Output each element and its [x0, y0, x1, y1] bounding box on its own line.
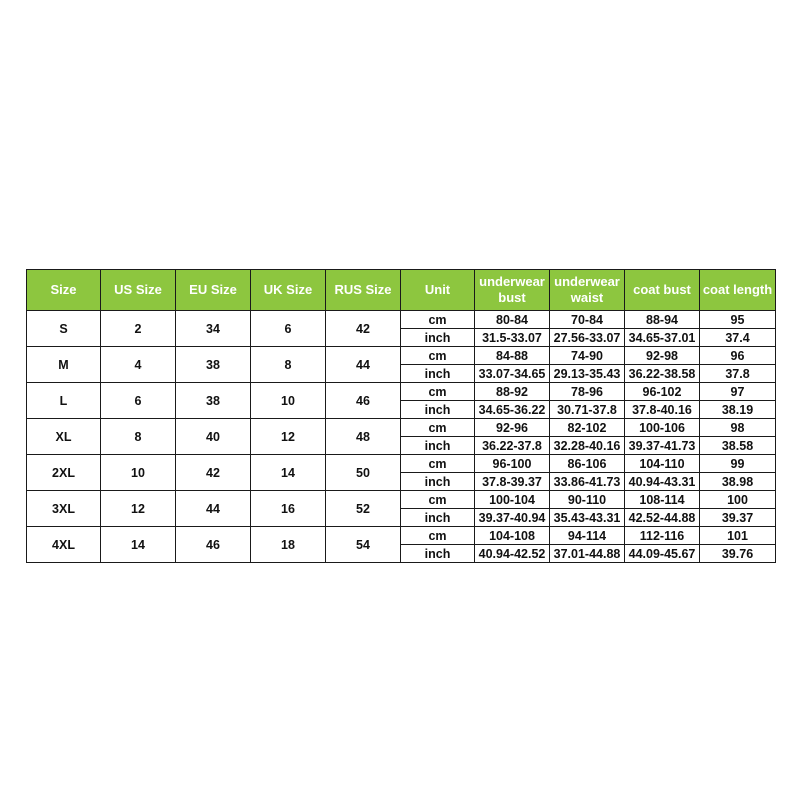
coat-length-cell: 37.4: [700, 329, 776, 347]
size-cell: 2XL: [27, 455, 101, 491]
underwear-waist-cell: 74-90: [550, 347, 625, 365]
uk-size-cell: 6: [251, 311, 326, 347]
underwear-waist-cell: 86-106: [550, 455, 625, 473]
us-size-cell: 10: [101, 455, 176, 491]
unit-cell: inch: [401, 509, 475, 527]
unit-cell: inch: [401, 545, 475, 563]
rus-size-cell: 54: [326, 527, 401, 563]
size-cell: S: [27, 311, 101, 347]
unit-cell: cm: [401, 383, 475, 401]
header-size: Size: [27, 270, 101, 311]
rus-size-cell: 52: [326, 491, 401, 527]
unit-cell: cm: [401, 419, 475, 437]
underwear-bust-cell: 37.8-39.37: [475, 473, 550, 491]
eu-size-cell: 38: [176, 347, 251, 383]
rus-size-cell: 44: [326, 347, 401, 383]
us-size-cell: 8: [101, 419, 176, 455]
coat-length-cell: 97: [700, 383, 776, 401]
size-row-cm: [27, 311, 776, 329]
coat-bust-cell: 104-110: [625, 455, 700, 473]
us-size-cell: 14: [101, 527, 176, 563]
size-row-cm: [27, 527, 776, 545]
size-cell: 4XL: [27, 527, 101, 563]
eu-size-cell: 46: [176, 527, 251, 563]
uk-size-cell: 8: [251, 347, 326, 383]
coat-length-cell: 39.37: [700, 509, 776, 527]
size-row-cm: [27, 347, 776, 365]
coat-bust-cell: 108-114: [625, 491, 700, 509]
eu-size-cell: 40: [176, 419, 251, 455]
header-row: [27, 270, 776, 311]
unit-cell: inch: [401, 437, 475, 455]
coat-length-cell: 95: [700, 311, 776, 329]
coat-length-cell: 99: [700, 455, 776, 473]
coat-length-cell: 37.8: [700, 365, 776, 383]
underwear-bust-cell: 39.37-40.94: [475, 509, 550, 527]
size-cell: M: [27, 347, 101, 383]
header-eu-size: EU Size: [176, 270, 251, 311]
coat-length-cell: 98: [700, 419, 776, 437]
coat-length-cell: 38.19: [700, 401, 776, 419]
unit-cell: inch: [401, 329, 475, 347]
us-size-cell: 6: [101, 383, 176, 419]
underwear-bust-cell: 40.94-42.52: [475, 545, 550, 563]
uk-size-cell: 12: [251, 419, 326, 455]
header-uk-size: UK Size: [251, 270, 326, 311]
underwear-waist-cell: 37.01-44.88: [550, 545, 625, 563]
unit-cell: cm: [401, 527, 475, 545]
size-row-cm: [27, 491, 776, 509]
size-cell: 3XL: [27, 491, 101, 527]
eu-size-cell: 34: [176, 311, 251, 347]
size-cell: L: [27, 383, 101, 419]
underwear-waist-cell: 70-84: [550, 311, 625, 329]
us-size-cell: 4: [101, 347, 176, 383]
coat-bust-cell: 40.94-43.31: [625, 473, 700, 491]
underwear-bust-cell: 100-104: [475, 491, 550, 509]
coat-length-cell: 38.58: [700, 437, 776, 455]
us-size-cell: 12: [101, 491, 176, 527]
coat-length-cell: 39.76: [700, 545, 776, 563]
unit-cell: inch: [401, 473, 475, 491]
rus-size-cell: 42: [326, 311, 401, 347]
header-underwear-waist: underwear waist: [550, 270, 625, 311]
coat-length-cell: 96: [700, 347, 776, 365]
underwear-waist-cell: 32.28-40.16: [550, 437, 625, 455]
header-unit: Unit: [401, 270, 475, 311]
unit-cell: cm: [401, 347, 475, 365]
header-us-size: US Size: [101, 270, 176, 311]
unit-cell: cm: [401, 311, 475, 329]
unit-cell: inch: [401, 365, 475, 383]
rus-size-cell: 50: [326, 455, 401, 491]
underwear-bust-cell: 31.5-33.07: [475, 329, 550, 347]
underwear-waist-cell: 94-114: [550, 527, 625, 545]
eu-size-cell: 44: [176, 491, 251, 527]
coat-bust-cell: 39.37-41.73: [625, 437, 700, 455]
uk-size-cell: 14: [251, 455, 326, 491]
coat-bust-cell: 100-106: [625, 419, 700, 437]
underwear-waist-cell: 29.13-35.43: [550, 365, 625, 383]
underwear-waist-cell: 82-102: [550, 419, 625, 437]
underwear-waist-cell: 33.86-41.73: [550, 473, 625, 491]
underwear-bust-cell: 92-96: [475, 419, 550, 437]
uk-size-cell: 10: [251, 383, 326, 419]
unit-cell: cm: [401, 455, 475, 473]
header-coat-bust: coat bust: [625, 270, 700, 311]
size-cell: XL: [27, 419, 101, 455]
eu-size-cell: 42: [176, 455, 251, 491]
underwear-waist-cell: 27.56-33.07: [550, 329, 625, 347]
size-row-cm: [27, 455, 776, 473]
table-body: [27, 311, 776, 563]
unit-cell: inch: [401, 401, 475, 419]
uk-size-cell: 18: [251, 527, 326, 563]
underwear-bust-cell: 84-88: [475, 347, 550, 365]
us-size-cell: 2: [101, 311, 176, 347]
coat-bust-cell: 112-116: [625, 527, 700, 545]
coat-bust-cell: 96-102: [625, 383, 700, 401]
underwear-bust-cell: 96-100: [475, 455, 550, 473]
underwear-bust-cell: 33.07-34.65: [475, 365, 550, 383]
uk-size-cell: 16: [251, 491, 326, 527]
underwear-waist-cell: 35.43-43.31: [550, 509, 625, 527]
underwear-waist-cell: 30.71-37.8: [550, 401, 625, 419]
header-rus-size: RUS Size: [326, 270, 401, 311]
header-coat-length: coat length: [700, 270, 776, 311]
coat-bust-cell: 42.52-44.88: [625, 509, 700, 527]
coat-bust-cell: 34.65-37.01: [625, 329, 700, 347]
underwear-bust-cell: 88-92: [475, 383, 550, 401]
coat-length-cell: 38.98: [700, 473, 776, 491]
underwear-bust-cell: 80-84: [475, 311, 550, 329]
size-row-cm: [27, 383, 776, 401]
size-chart-table: [26, 269, 776, 563]
coat-bust-cell: 36.22-38.58: [625, 365, 700, 383]
underwear-bust-cell: 36.22-37.8: [475, 437, 550, 455]
unit-cell: cm: [401, 491, 475, 509]
size-row-cm: [27, 419, 776, 437]
coat-bust-cell: 92-98: [625, 347, 700, 365]
underwear-waist-cell: 90-110: [550, 491, 625, 509]
coat-bust-cell: 88-94: [625, 311, 700, 329]
coat-bust-cell: 37.8-40.16: [625, 401, 700, 419]
rus-size-cell: 48: [326, 419, 401, 455]
underwear-bust-cell: 104-108: [475, 527, 550, 545]
coat-length-cell: 100: [700, 491, 776, 509]
underwear-bust-cell: 34.65-36.22: [475, 401, 550, 419]
underwear-waist-cell: 78-96: [550, 383, 625, 401]
rus-size-cell: 46: [326, 383, 401, 419]
eu-size-cell: 38: [176, 383, 251, 419]
coat-bust-cell: 44.09-45.67: [625, 545, 700, 563]
header-underwear-bust: underwear bust: [475, 270, 550, 311]
coat-length-cell: 101: [700, 527, 776, 545]
